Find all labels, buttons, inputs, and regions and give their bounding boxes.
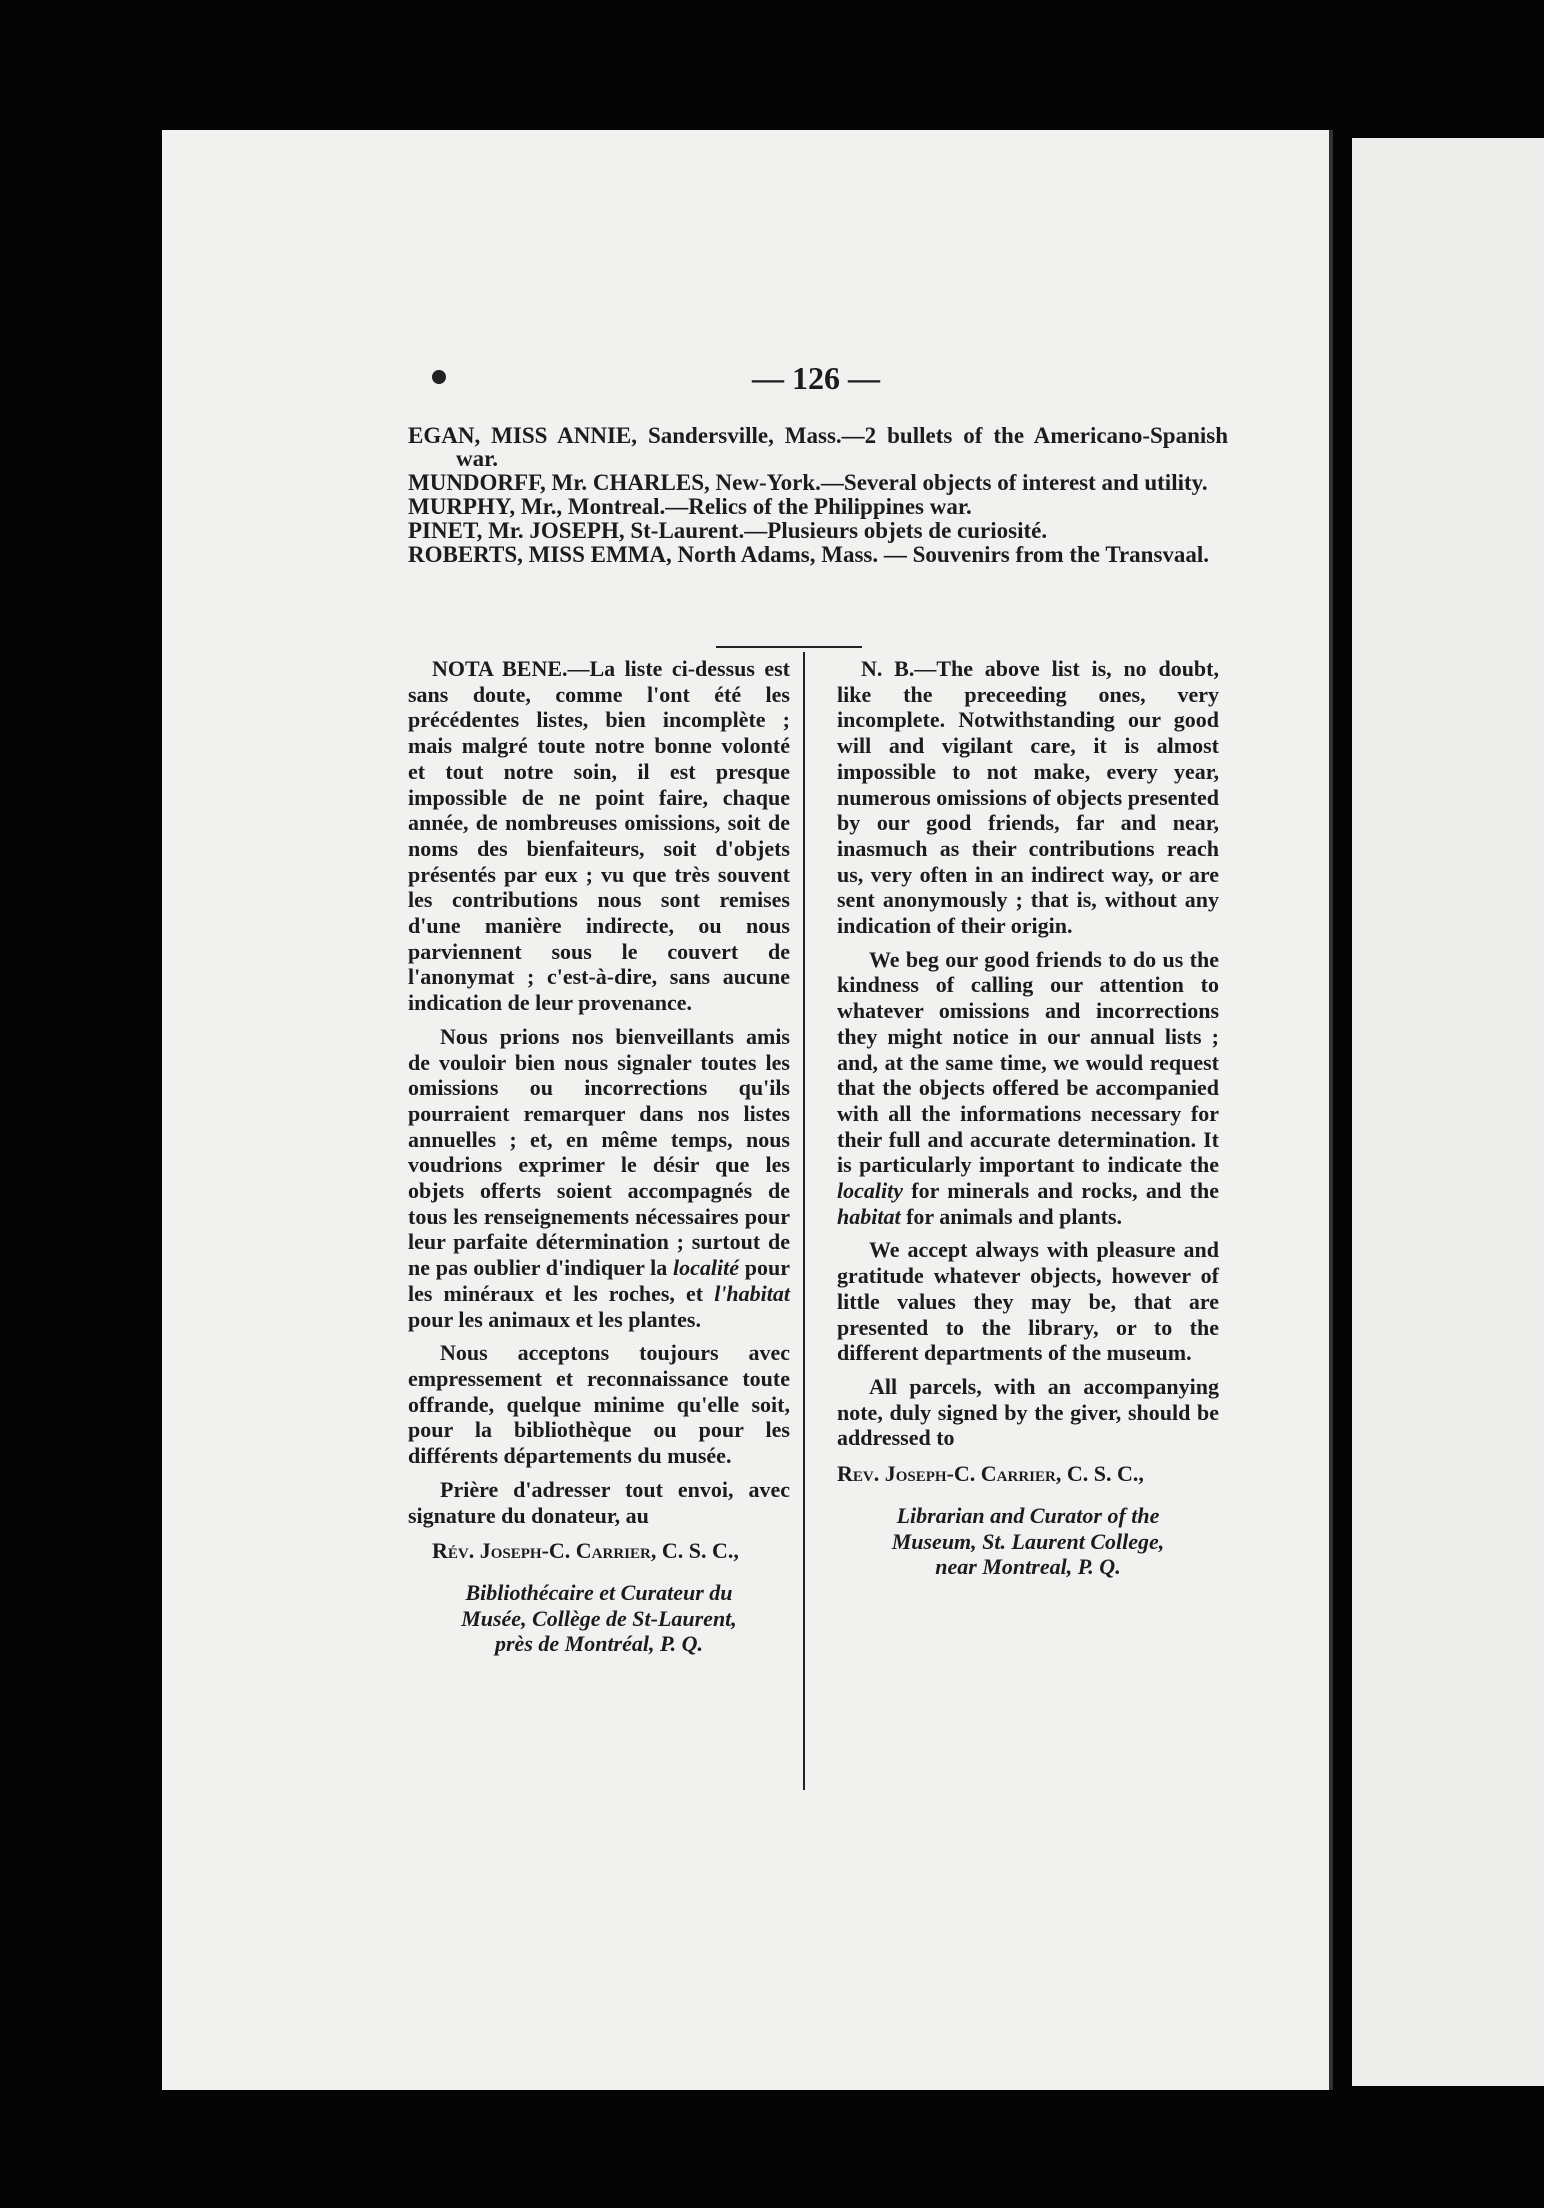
section-divider [716, 646, 862, 648]
donor-entries [408, 424, 1228, 567]
list-item: EGAN, MISS ANNIE, Sandersville, Mass.—2 bullets of the Americano-Spanish war. [408, 423, 1228, 471]
english-affiliation-line: Librarian and Curator of the [896, 1502, 1160, 1528]
english-accept-paragraph: We accept always with pleasure and gratitude whatever objects, however of little values they may be, that are presented to the library, or to the different departments of the museum. [837, 1237, 1219, 1366]
english-address-paragraph: All parcels, with an accompanying note, duly signed by the giver, should be addressed to [837, 1373, 1219, 1451]
text-run: We beg our good friends to do us the kindness of calling our attention to whatever omissions and incorrections they might notice in our annual lists ; and, at the same time, we would request that the objects offered be accompanied with all the informations necessary for their full and accurate determination. It is particularly important to indicate the [837, 946, 1219, 1178]
page-number: — 126 — [752, 360, 880, 396]
french-signature: Rév. Joseph-C. Carrier, C. S. C., [432, 1538, 739, 1564]
column-divider [803, 652, 805, 1790]
french-address-paragraph: Prière d'adresser tout envoi, avec signature du donateur, au [408, 1476, 790, 1528]
emphasis-habitat: habitat [837, 1203, 901, 1229]
list-item: MUNDORFF, Mr. CHARLES, New-York.—Several objects of interest and utility. [408, 470, 1208, 495]
english-affiliation-line: near Montreal, P. Q. [935, 1554, 1121, 1580]
english-signature: Rev. Joseph-C. Carrier, C. S. C., [837, 1461, 1144, 1487]
adjacent-page-edge [1352, 138, 1544, 2086]
french-request-paragraph [408, 1024, 790, 1332]
text-run: pour les minéraux et les roches, et [408, 1255, 791, 1306]
french-affiliation-line: Musée, Collège de St-Laurent, [461, 1605, 737, 1631]
french-affiliation-line: Bibliothécaire et Curateur du [465, 1579, 733, 1605]
list-item: ROBERTS, MISS EMMA, North Adams, Mass. — Souvenirs from the Transvaal. [408, 542, 1210, 567]
page-edge-divider [1329, 130, 1333, 2090]
english-request-paragraph [837, 947, 1219, 1230]
text-run: Nous prions nos bienveillants amis de vouloir bien nous signaler toutes les omissions ou incorrections qu'ils pourraient remarquer dans nos listes annuelles ; et, en même temps, nous voudrions exprimer le désir que les objets offerts soient accompagnés de tous les renseignements nécessaires pour leur parfaite détermination ; surtout de ne pas oublier d'indiquer la [408, 1023, 790, 1281]
english-note-paragraph: N. B.—The above list is, no doubt, like the preceeding ones, very incomplete. Notwithstanding our good will and vigilant care, it is almost impossible to not make, every year, numerous omissions of objects presented by our good friends, far and near, inasmuch as their contributions reach us, very often in an indirect way, or are sent anonymously ; that is, without any indication of their origin. [837, 656, 1219, 939]
emphasis-locality: localité [673, 1255, 740, 1281]
text-run: pour les animaux et les plantes. [408, 1306, 701, 1332]
french-accept-paragraph: Nous acceptons toujours avec empressement et reconnaissance toute offrande, quelque minime qu'elle soit, pour la bibliothèque ou pour les différents départements du musée. [408, 1340, 790, 1469]
french-note-paragraph: NOTA BENE.—La liste ci-dessus est sans doute, comme l'ont été les précédentes listes, bien incomplète ; mais malgré toute notre bonne volonté et tout notre soin, il est presque impossible de ne point faire, chaque année, de nombreuses omissions, soit de noms des bienfaiteurs, soit d'objets présentés par eux ; vu que très souvent les contributions nous sont remises d'une manière indirecte, ou nous parviennent sous le couvert de l'anonymat ; c'est-à-dire, sans aucune indication de leur provenance. [408, 656, 790, 1016]
english-column [837, 656, 1219, 1580]
text-run: for animals and plants. [906, 1203, 1123, 1229]
emphasis-habitat: l'habitat [714, 1280, 790, 1306]
english-affiliation-line: Museum, St. Laurent College, [891, 1528, 1165, 1554]
list-item: PINET, Mr. JOSEPH, St-Laurent.—Plusieurs objets de curiosité. [408, 518, 1048, 543]
text-run: for minerals and rocks, and the [911, 1178, 1219, 1204]
list-item: MURPHY, Mr., Montreal.—Relics of the Philippines war. [408, 494, 972, 519]
french-affiliation-line: près de Montréal, P. Q. [495, 1631, 703, 1657]
french-column [408, 656, 790, 1657]
ink-spot [432, 370, 446, 384]
emphasis-locality: locality [837, 1178, 903, 1204]
